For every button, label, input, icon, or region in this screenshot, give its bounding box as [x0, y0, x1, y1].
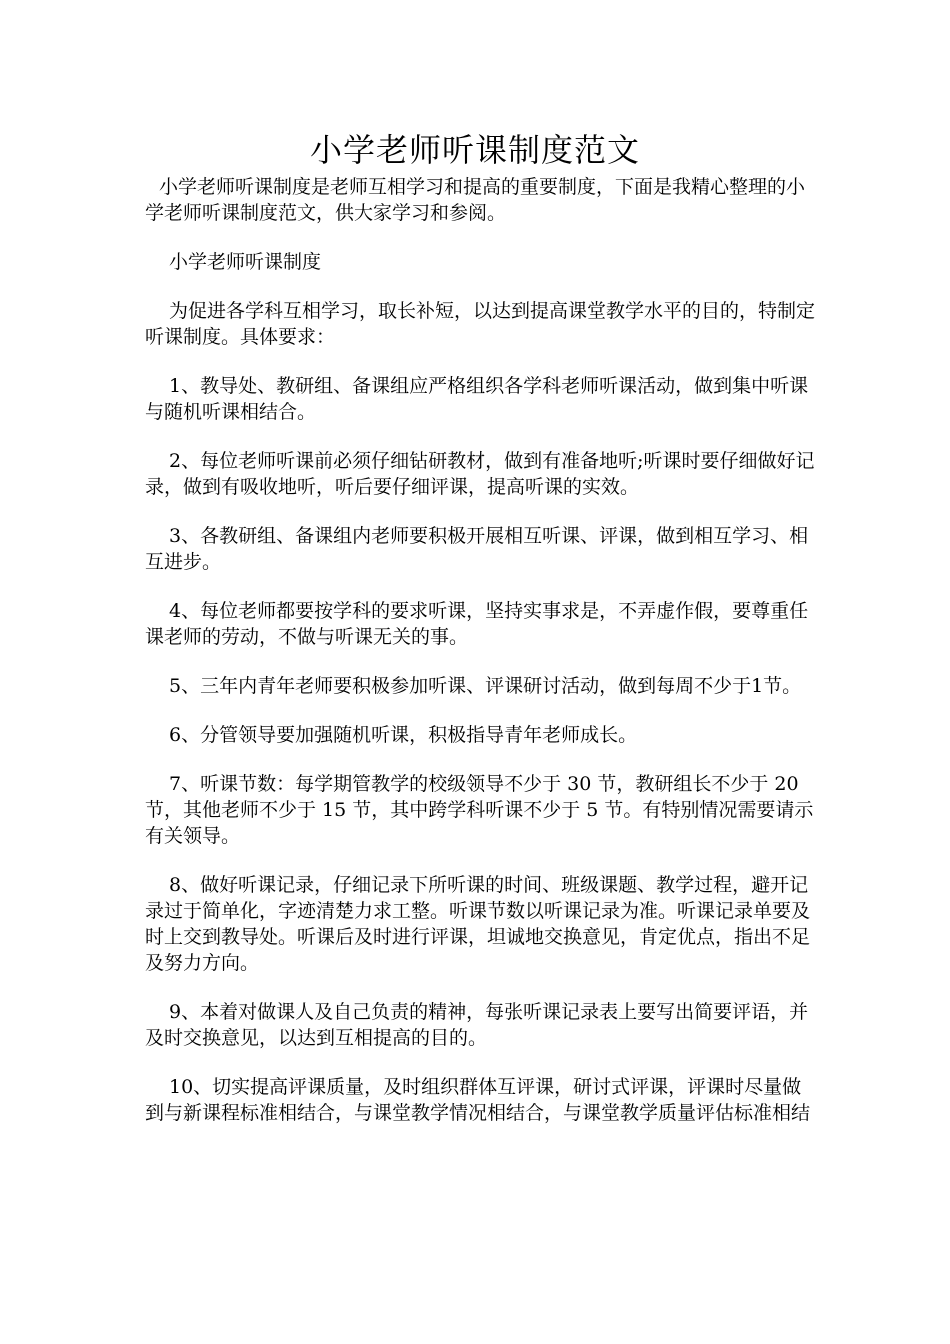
rule-item-5: 5、三年内青年老师要积极参加听课、评课研讨活动，做到每周不少于1节。	[169, 675, 802, 697]
rule-item-10: 10、切实提高评课质量，及时组织群体互评课，研讨式评课，评课时尽量做到与新课程标准相结合，与课堂教学情况相结合，与课堂教学质量评估标准相结	[145, 1076, 811, 1124]
intro-paragraph: 小学老师听课制度是老师互相学习和提高的重要制度，下面是我精心整理的小学老师听课制度范文，供大家学习和参阅。	[145, 176, 806, 224]
rule-item-6: 6、分管领导要加强随机听课，积极指导青年老师成长。	[169, 724, 638, 746]
document-body	[145, 174, 817, 1149]
section-heading: 小学老师听课制度	[169, 251, 322, 273]
rule-item-3: 3、各教研组、备课组内老师要积极开展相互听课、评课，做到相互学习、相互进步。	[145, 525, 809, 573]
preamble-paragraph: 为促进各学科互相学习，取长补短，以达到提高课堂教学水平的目的，特制定听课制度。具体要求：	[145, 300, 816, 348]
rule-item-8: 8、做好听课记录，仔细记录下所听课的时间、班级课题、教学过程，避开记录过于简单化，字迹清楚力求工整。听课节数以听课记录为准。听课记录单要及时上交到教导处。听课后及时进行评课，坦诚地交换意见，肯定优点，指出不足及努力方向。	[145, 874, 811, 974]
rule-item-7: 7、听课节数：每学期管教学的校级领导不少于 30 节，教研组长不少于 20 节，其他老师不少于 15 节，其中跨学科听课不少于 5 节。有特别情况需要请示有关领导。	[145, 773, 814, 847]
rule-item-2: 2、每位老师听课前必须仔细钻研教材，做到有准备地听;听课时要仔细做好记录，做到有吸收地听，听后要仔细评课，提高听课的实效。	[145, 450, 815, 498]
rule-item-1: 1、教导处、教研组、备课组应严格组织各学科老师听课活动，做到集中听课与随机听课相结合。	[145, 375, 809, 423]
rule-item-4: 4、每位老师都要按学科的要求听课，坚持实事求是，不弄虚作假，要尊重任课老师的劳动，不做与听课无关的事。	[145, 600, 809, 648]
rule-item-9: 9、本着对做课人及自己负责的精神，每张听课记录表上要写出简要评语，并及时交换意见，以达到互相提高的目的。	[145, 1001, 809, 1049]
document-title: 小学老师听课制度范文	[309, 131, 640, 169]
